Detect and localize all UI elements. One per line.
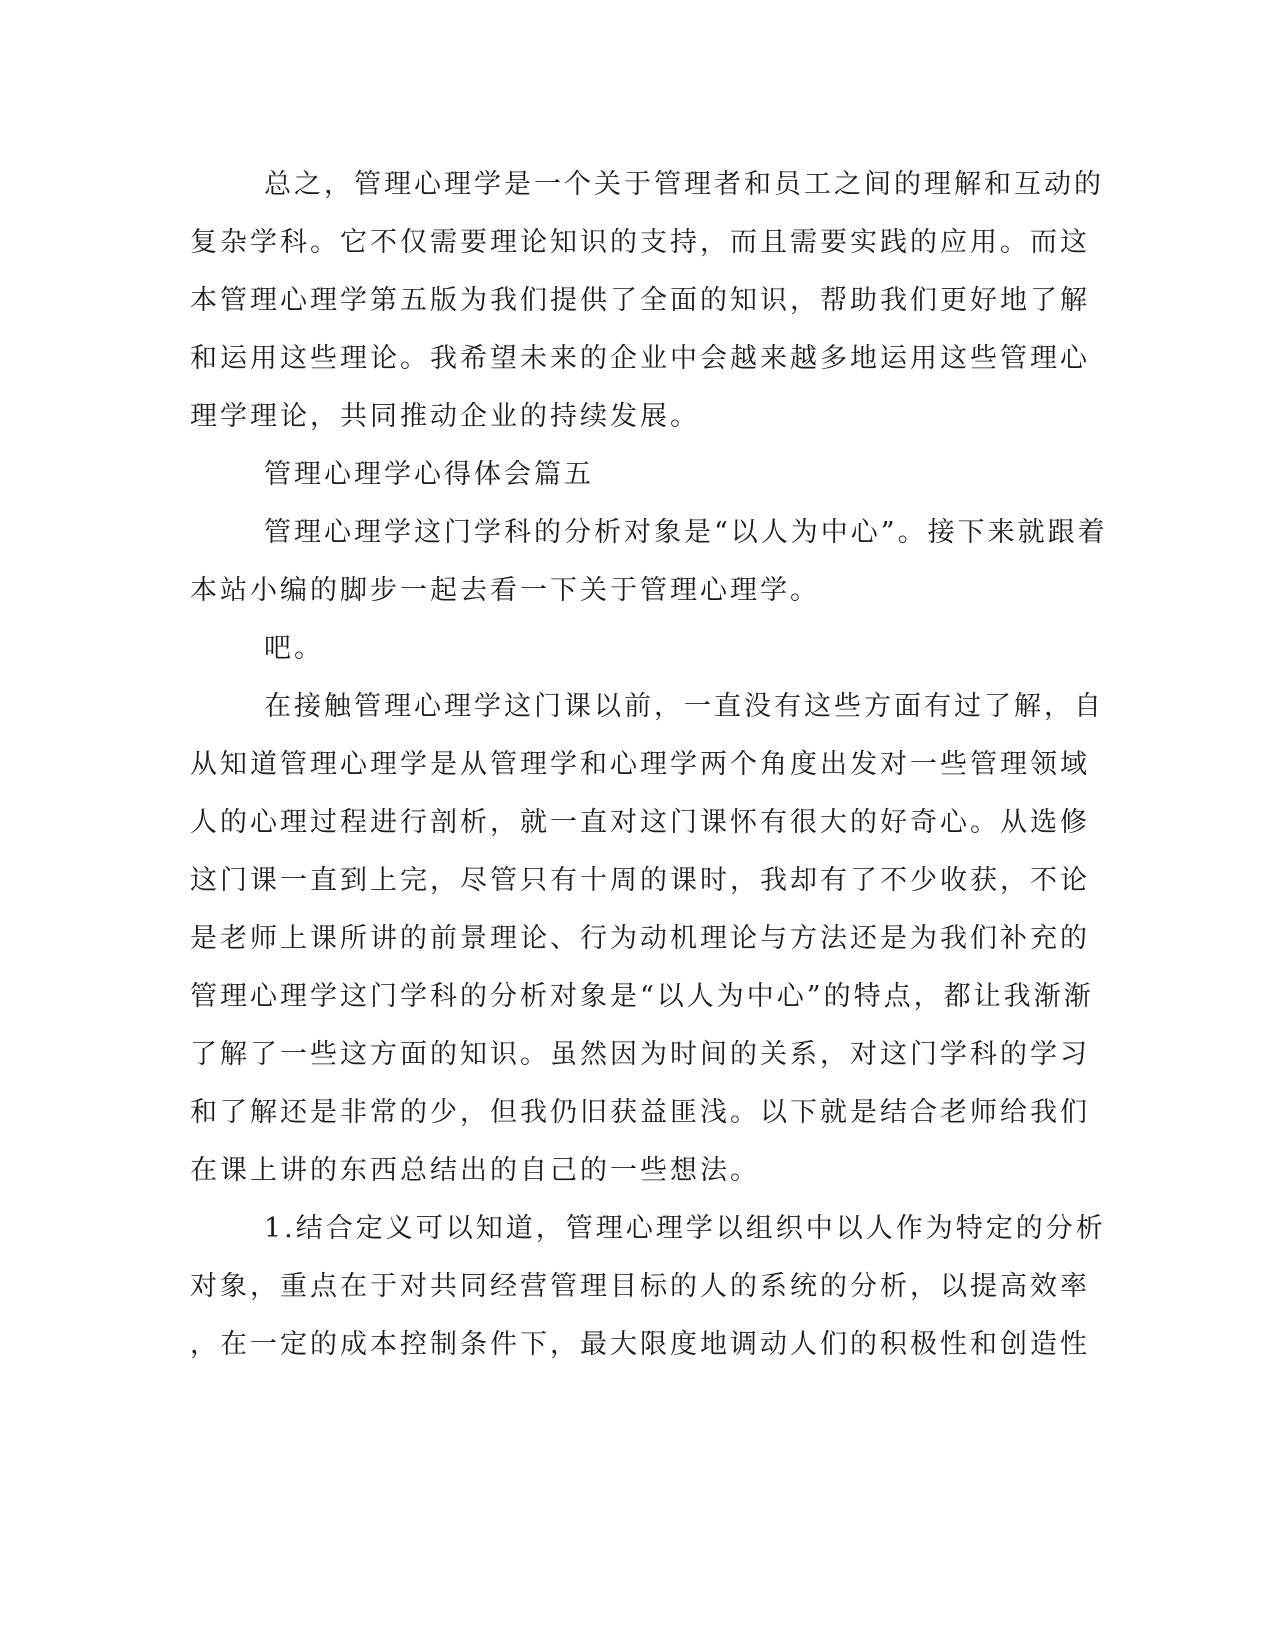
- paragraph-line: 和运用这些理论。我希望未来的企业中会越来越多地运用这些管理心: [190, 343, 1090, 374]
- paragraph-line: 在课上讲的东西总结出的自己的一些想法。: [190, 1155, 760, 1186]
- paragraph-line: 从知道管理心理学是从管理学和心理学两个角度出发对一些管理领域: [190, 749, 1090, 780]
- paragraph-line: 管理心理学这门学科的分析对象是“以人为中心”的特点，都让我渐渐: [190, 981, 1094, 1012]
- paragraph-line: 和了解还是非常的少，但我仍旧获益匪浅。以下就是结合老师给我们: [190, 1097, 1090, 1128]
- paragraph-line: 1.结合定义可以知道，管理心理学以组织中以人作为特定的分析: [264, 1213, 1106, 1244]
- paragraph-line: 是老师上课所讲的前景理论、行为动机理论与方法还是为我们补充的: [190, 923, 1090, 954]
- paragraph-line: 了解了一些这方面的知识。虽然因为时间的关系，对这门学科的学习: [190, 1039, 1090, 1070]
- paragraph-line: 这门课一直到上完，尽管只有十周的课时，我却有了不少收获，不论: [190, 865, 1090, 896]
- paragraph-line: 本站小编的脚步一起去看一下关于管理心理学。: [190, 575, 820, 606]
- paragraph-line: 管理心理学这门学科的分析对象是“以人为中心”。接下来就跟着: [264, 517, 1108, 548]
- paragraph-line: 人的心理过程进行剖析，就一直对这门课怀有很大的好奇心。从选修: [190, 807, 1090, 838]
- paragraph-line: 总之，管理心理学是一个关于管理者和员工之间的理解和互动的: [264, 169, 1104, 200]
- paragraph-line: ，在一定的成本控制条件下，最大限度地调动人们的积极性和创造性: [190, 1329, 1090, 1360]
- paragraph-line: 在接触管理心理学这门课以前，一直没有这些方面有过了解，自: [264, 691, 1104, 722]
- paragraph-line: 对象，重点在于对共同经营管理目标的人的系统的分析，以提高效率: [190, 1271, 1090, 1302]
- paragraph-line: 吧。: [264, 633, 324, 664]
- paragraph-line: 理学理论，共同推动企业的持续发展。: [190, 401, 700, 432]
- paragraph-line: 本管理心理学第五版为我们提供了全面的知识，帮助我们更好地了解: [190, 285, 1090, 316]
- paragraph-line: 复杂学科。它不仅需要理论知识的支持，而且需要实践的应用。而这: [190, 227, 1090, 258]
- section-heading: 管理心理学心得体会篇五: [264, 459, 594, 490]
